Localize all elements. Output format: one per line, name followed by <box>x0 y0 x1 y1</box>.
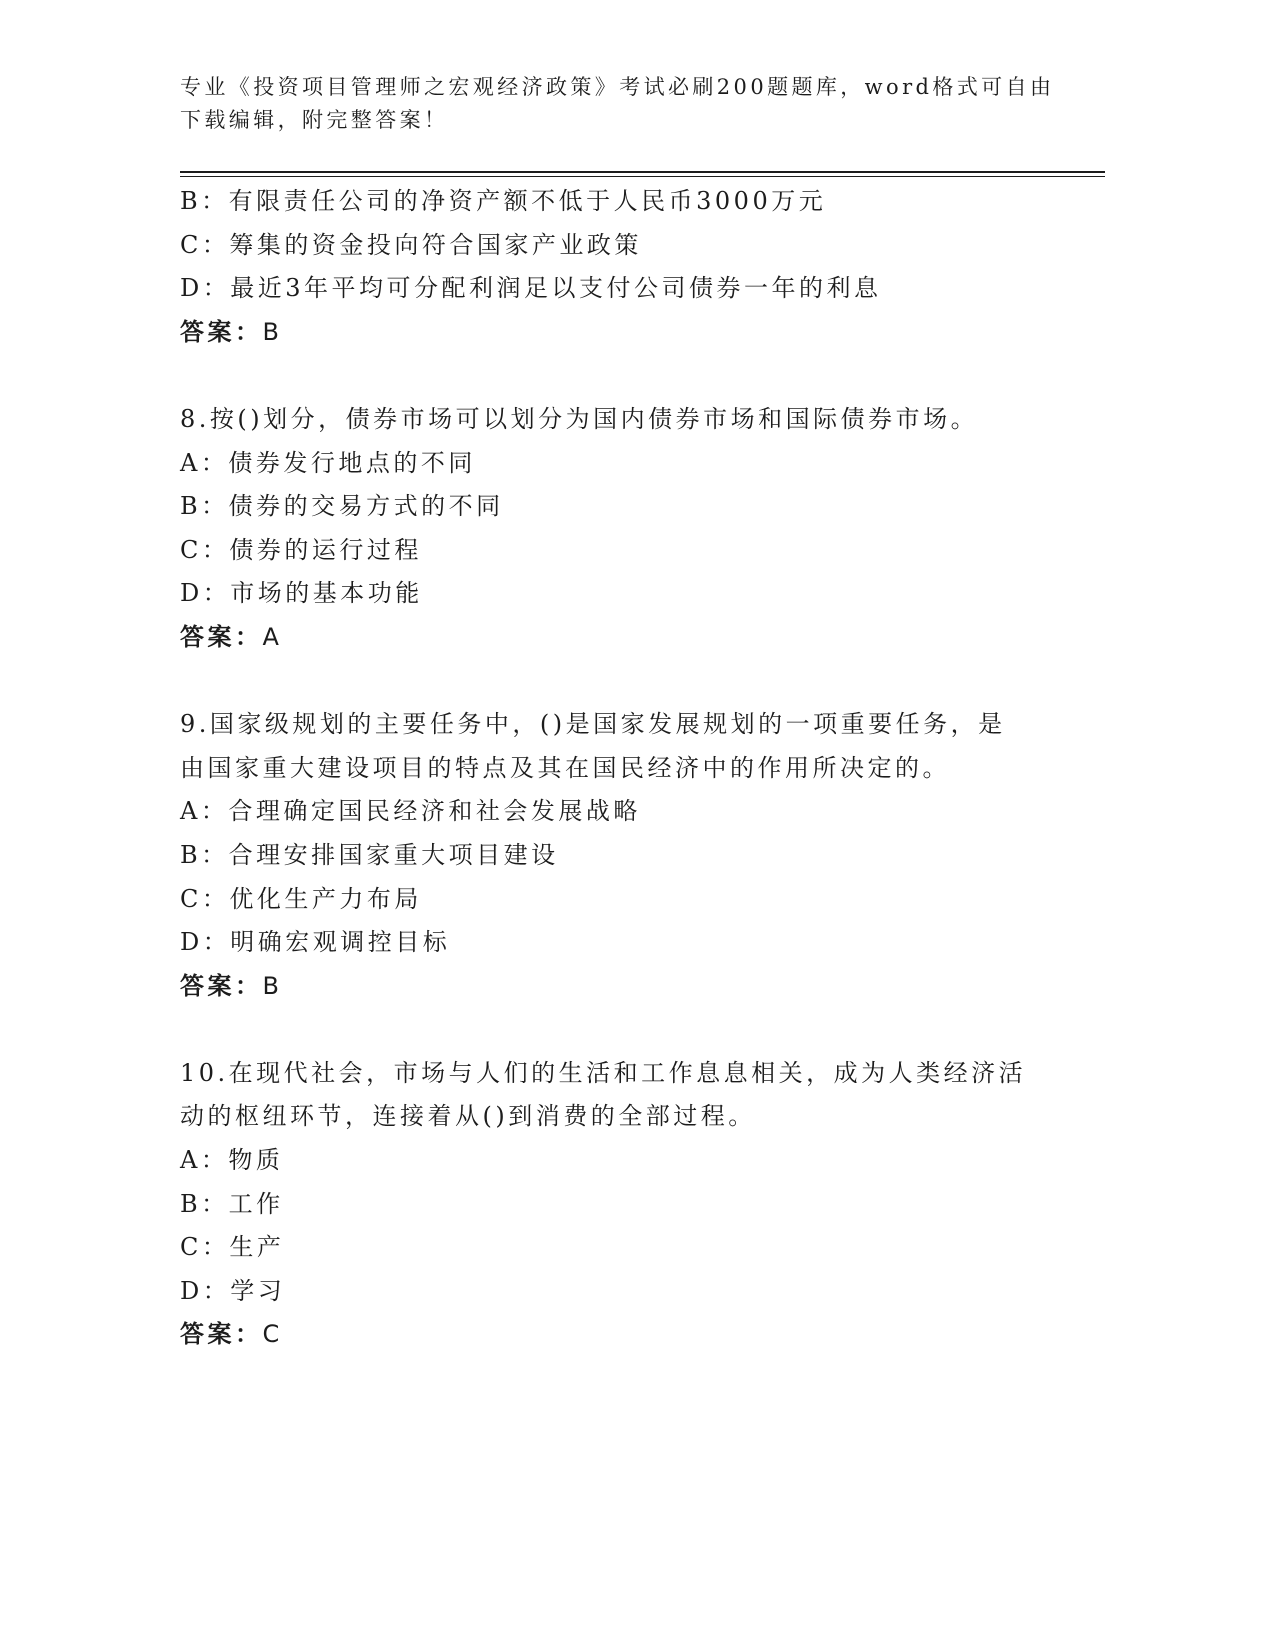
answer-line <box>180 1313 1180 1357</box>
option-text: 筹集的资金投向符合国家产业政策 <box>229 230 642 259</box>
option-line <box>180 485 1180 529</box>
answer-line <box>180 311 1180 355</box>
option-text: 物质 <box>228 1146 284 1175</box>
question-spacer <box>180 660 1180 704</box>
question-spacer <box>180 354 1180 398</box>
question-stem-line: 8.按()划分，债券市场可以划分为国内债券市场和国际债券市场。 <box>180 404 979 433</box>
option-label: C： <box>180 884 230 913</box>
question-stem-line: 10.在现代社会，市场与人们的生活和工作息息相关，成为人类经济活 <box>180 1058 1027 1087</box>
header-divider <box>180 171 1105 173</box>
answer-line <box>180 616 1180 660</box>
option-label: B： <box>180 492 229 521</box>
header-line: 下载编辑，附完整答案！ <box>180 108 449 132</box>
question-stem-line: 动的枢纽环节，连接着从()到消费的全部过程。 <box>180 1102 756 1131</box>
document-header <box>180 71 1080 137</box>
option-label: B： <box>180 840 229 869</box>
option-text: 明确宏观调控目标 <box>230 928 451 957</box>
option-label: D： <box>180 928 231 957</box>
answer-value: A <box>262 622 283 651</box>
option-text: 生产 <box>229 1233 285 1262</box>
option-line <box>180 790 1180 834</box>
answer-value: B <box>262 317 283 346</box>
option-text: 优化生产力布局 <box>229 884 422 913</box>
option-label: B： <box>180 187 229 215</box>
answer-label: 答案： <box>180 317 263 346</box>
option-text: 市场的基本功能 <box>230 579 423 608</box>
option-label: C： <box>180 1233 230 1262</box>
option-line <box>180 442 1180 486</box>
question-block <box>180 180 1180 354</box>
option-line <box>180 224 1180 268</box>
option-line <box>180 572 1180 616</box>
header-divider-thin <box>180 176 1105 177</box>
option-line <box>180 1270 1180 1314</box>
option-label: D： <box>180 579 231 608</box>
option-label: D： <box>180 274 231 303</box>
question-block <box>180 398 1180 660</box>
option-line <box>180 1183 1180 1227</box>
option-label: C： <box>180 230 230 259</box>
option-text: 学习 <box>230 1276 286 1305</box>
option-line <box>180 1139 1180 1183</box>
option-text: 合理安排国家重大项目建设 <box>228 840 559 869</box>
option-text: 合理确定国民经济和社会发展战略 <box>228 797 641 826</box>
question-block <box>180 1052 1180 1357</box>
header-line: 专业《投资项目管理师之宏观经济政策》考试必刷200题题库，word格式可自由 <box>180 75 1055 99</box>
question-stem-line: 9.国家级规划的主要任务中，()是国家发展规划的一项重要任务，是 <box>180 710 1006 739</box>
option-text: 债券发行地点的不同 <box>228 448 476 477</box>
option-label: A： <box>180 1146 229 1175</box>
question-block <box>180 703 1180 1008</box>
option-label: A： <box>180 797 229 826</box>
option-line <box>180 267 1180 311</box>
option-label: C： <box>180 535 230 564</box>
question-list <box>180 180 1180 1357</box>
option-text: 债券的交易方式的不同 <box>228 492 504 521</box>
question-spacer <box>180 1008 1180 1052</box>
answer-label: 答案： <box>180 971 263 1000</box>
option-text: 工作 <box>228 1189 284 1218</box>
option-line <box>180 529 1180 573</box>
option-line <box>180 878 1180 922</box>
option-text: 有限责任公司的净资产额不低于人民币3000万元 <box>228 187 827 215</box>
option-line <box>180 1226 1180 1270</box>
option-text: 债券的运行过程 <box>229 535 422 564</box>
option-line <box>180 921 1180 965</box>
option-label: B： <box>180 1189 229 1218</box>
option-line <box>180 834 1180 878</box>
answer-value: B <box>262 971 283 1000</box>
answer-label: 答案： <box>180 622 263 651</box>
option-text: 最近3年平均可分配利润足以支付公司债券一年的利息 <box>230 274 882 303</box>
answer-value: C <box>262 1320 283 1349</box>
answer-label: 答案： <box>180 1320 263 1349</box>
option-label: D： <box>180 1276 231 1305</box>
option-line <box>180 180 1180 224</box>
answer-line <box>180 965 1180 1009</box>
option-label: A： <box>180 448 229 477</box>
question-stem-line: 由国家重大建设项目的特点及其在国民经济中的作用所决定的。 <box>180 753 950 782</box>
